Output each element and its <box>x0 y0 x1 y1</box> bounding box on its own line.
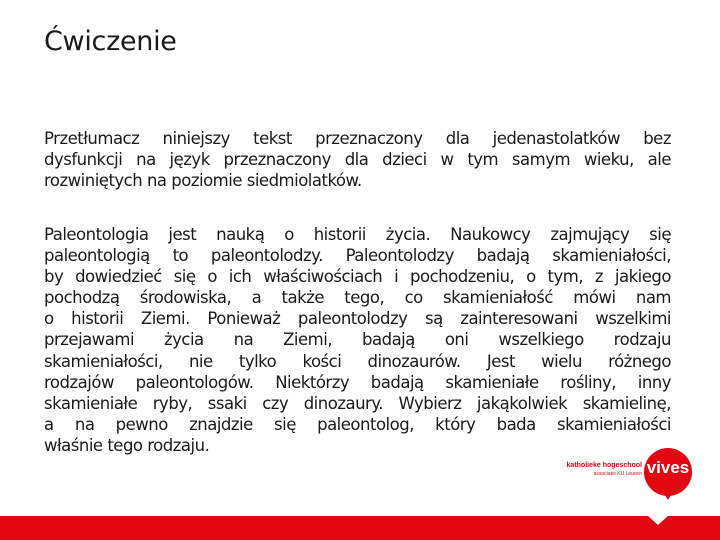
paragraph-line: skamieniałości, nie tylko kości dinozaurów. Jest wielu różnego <box>44 351 671 371</box>
paragraph-line: przejawami życia na Ziemi, badają oni wszelkiego rodzaju <box>44 330 671 350</box>
paragraph-line: Przetłumacz niniejszy tekst przeznaczony dla jedenastolatków bez <box>44 129 671 148</box>
paragraph-line: Paleontologia jest nauką o historii życia. Naukowcy zajmujący się <box>44 225 671 244</box>
logo-school-name: katholieke hogeschool <box>566 462 642 469</box>
paragraph-line: właśnie tego rodzaju. <box>44 435 210 455</box>
logo-subtitle: associatie KU Leuven <box>593 471 642 477</box>
paragraph-line: rodzajów paleontologów. Niektórzy badają skamieniałe rośliny, inny <box>44 372 671 392</box>
logo-brand: vives <box>646 458 690 477</box>
paragraph-line: dysfunkcji na język przeznaczony dla dzieci w tym samym wieku, ale <box>44 150 671 170</box>
paragraph-line: rozwiniętych na poziomie siedmiolatków. <box>44 171 362 191</box>
text-paragraph <box>44 224 671 456</box>
paragraph-line: pochodzą środowiska, a także tego, co skamieniałość mówi nam <box>44 288 671 308</box>
paragraph-line: a na pewno znajdzie się paleontolog, który bada skamieniałości <box>44 414 671 434</box>
slide-title: Ćwiczenie <box>44 26 177 57</box>
instruction-paragraph <box>44 128 671 191</box>
vives-logo <box>566 448 698 508</box>
footer-notch <box>648 516 668 525</box>
paragraph-line: paleontologią to paleontolodzy. Paleontolodzy badają skamieniałości, <box>44 246 671 266</box>
footer-bar <box>0 516 720 540</box>
paragraph-line: o historii Ziemi. Ponieważ paleontolodzy są zainteresowani wszelkimi <box>44 309 671 329</box>
paragraph-line: by dowiedzieć się o ich właściwościach i pochodzeniu, o tym, z jakiego <box>44 267 671 287</box>
paragraph-line: skamieniałe ryby, ssaki czy dinozaury. Wybierz jakąkolwiek skamielinę, <box>44 393 671 413</box>
